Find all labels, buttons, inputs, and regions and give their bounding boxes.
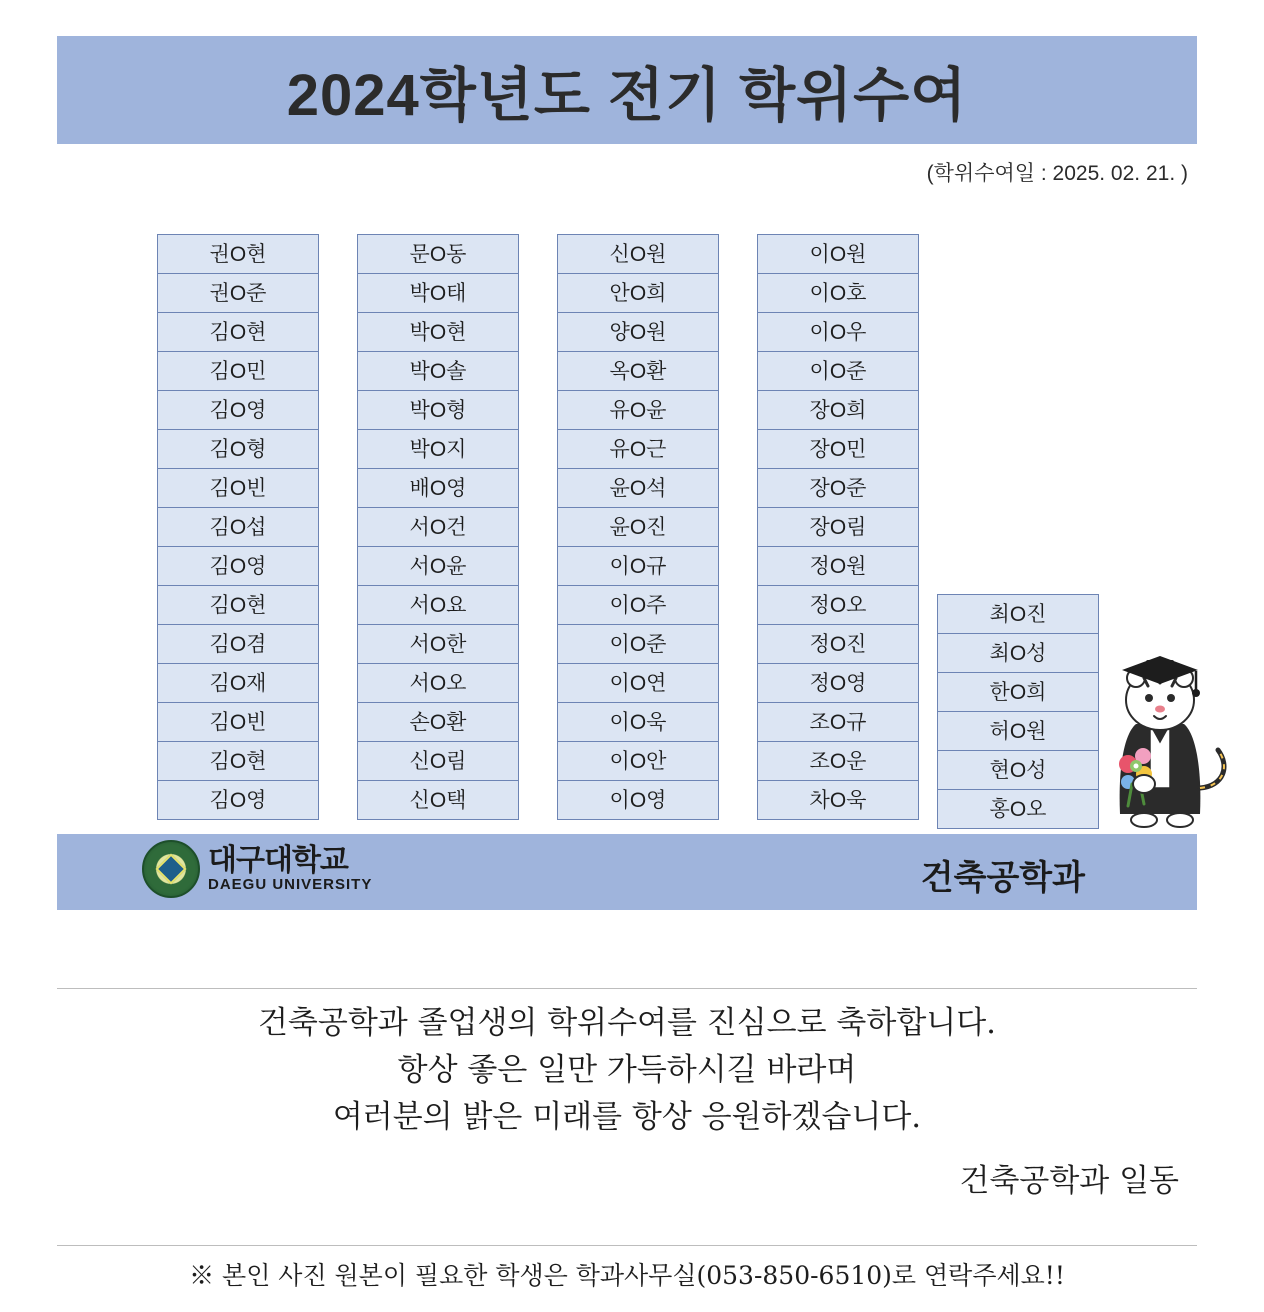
list-item: 서O한 xyxy=(357,624,519,664)
notice-text: ※ 본인 사진 원본이 필요한 학생은 학과사무실(053-850-6510)로 연락주세요!! xyxy=(189,1261,1065,1290)
list-item: 서O윤 xyxy=(357,546,519,586)
list-item: 박O지 xyxy=(357,429,519,469)
list-item: 김O영 xyxy=(157,546,319,586)
list-item: 장O희 xyxy=(757,390,919,430)
page-title: 2024학년도 전기 학위수여 xyxy=(286,63,968,128)
list-item: 김O재 xyxy=(157,663,319,703)
list-item: 이O연 xyxy=(557,663,719,703)
list-item: 김O영 xyxy=(157,390,319,430)
list-item: 정O원 xyxy=(757,546,919,586)
list-item: 장O준 xyxy=(757,468,919,508)
list-item: 유O윤 xyxy=(557,390,719,430)
name-column xyxy=(157,234,319,820)
list-item: 유O근 xyxy=(557,429,719,469)
list-item: 정O오 xyxy=(757,585,919,625)
list-item: 김O빈 xyxy=(157,702,319,742)
list-item: 김O현 xyxy=(157,741,319,781)
list-item: 안O희 xyxy=(557,273,719,313)
divider-top xyxy=(57,988,1197,989)
university-logo-text xyxy=(208,845,372,892)
university-emblem-icon xyxy=(142,840,200,898)
list-item: 박O솔 xyxy=(357,351,519,391)
list-item: 이O준 xyxy=(757,351,919,391)
list-item: 신O택 xyxy=(357,780,519,820)
list-item: 이O주 xyxy=(557,585,719,625)
list-item: 문O동 xyxy=(357,234,519,274)
list-item: 최O성 xyxy=(937,633,1099,673)
list-item: 조O운 xyxy=(757,741,919,781)
message-line: 건축공학과 졸업생의 학위수여를 진심으로 축하합니다. xyxy=(257,1005,997,1041)
list-item: 이O준 xyxy=(557,624,719,664)
message-signature: 건축공학과 일동 xyxy=(959,1163,1179,1199)
list-item: 허O원 xyxy=(937,711,1099,751)
list-item: 양O원 xyxy=(557,312,719,352)
list-item: 권O현 xyxy=(157,234,319,274)
department-name: 건축공학과 xyxy=(920,859,1085,897)
list-item: 서O요 xyxy=(357,585,519,625)
list-item: 김O현 xyxy=(157,312,319,352)
list-item: 정O영 xyxy=(757,663,919,703)
name-column xyxy=(357,234,519,820)
list-item: 현O성 xyxy=(937,750,1099,790)
list-item: 서O오 xyxy=(357,663,519,703)
list-item: 장O민 xyxy=(757,429,919,469)
list-item: 정O진 xyxy=(757,624,919,664)
list-item: 옥O환 xyxy=(557,351,719,391)
list-item: 배O영 xyxy=(357,468,519,508)
university-name-en: DAEGU UNIVERSITY xyxy=(208,875,373,893)
name-column xyxy=(937,594,1099,829)
list-item: 장O림 xyxy=(757,507,919,547)
list-item: 김O섭 xyxy=(157,507,319,547)
list-item: 권O준 xyxy=(157,273,319,313)
footer-banner xyxy=(57,834,1197,910)
list-item: 박O형 xyxy=(357,390,519,430)
list-item: 이O호 xyxy=(757,273,919,313)
ceremony-date-note: (학위수여일 : 2025. 02. 21. ) xyxy=(926,162,1188,185)
list-item: 손O환 xyxy=(357,702,519,742)
message-line: 여러분의 밝은 미래를 항상 응원하겠습니다. xyxy=(332,1099,922,1135)
list-item: 윤O석 xyxy=(557,468,719,508)
list-item: 김O겸 xyxy=(157,624,319,664)
list-item: 김O형 xyxy=(157,429,319,469)
message-line: 항상 좋은 일만 가득하시길 바라며 xyxy=(397,1052,857,1088)
header-banner xyxy=(57,36,1197,144)
name-column xyxy=(757,234,919,820)
list-item: 홍O오 xyxy=(937,789,1099,829)
list-item: 이O원 xyxy=(757,234,919,274)
list-item: 이O영 xyxy=(557,780,719,820)
list-item: 이O안 xyxy=(557,741,719,781)
list-item: 이O욱 xyxy=(557,702,719,742)
list-item: 한O희 xyxy=(937,672,1099,712)
list-item: 윤O진 xyxy=(557,507,719,547)
divider-bottom xyxy=(57,1245,1197,1246)
congratulation-message xyxy=(57,1000,1197,1200)
university-logo xyxy=(142,840,372,898)
name-column xyxy=(557,234,719,820)
list-item: 조O규 xyxy=(757,702,919,742)
list-item: 서O건 xyxy=(357,507,519,547)
list-item: 박O현 xyxy=(357,312,519,352)
list-item: 신O원 xyxy=(557,234,719,274)
list-item: 이O규 xyxy=(557,546,719,586)
list-item: 김O빈 xyxy=(157,468,319,508)
list-item: 차O욱 xyxy=(757,780,919,820)
university-name-ko: 대구대학교 xyxy=(208,844,348,878)
list-item: 김O민 xyxy=(157,351,319,391)
tiger-mascot-graduate-illustration xyxy=(1088,638,1238,834)
list-item: 김O영 xyxy=(157,780,319,820)
list-item: 박O태 xyxy=(357,273,519,313)
list-item: 김O현 xyxy=(157,585,319,625)
list-item: 신O림 xyxy=(357,741,519,781)
list-item: 이O우 xyxy=(757,312,919,352)
list-item: 최O진 xyxy=(937,594,1099,634)
